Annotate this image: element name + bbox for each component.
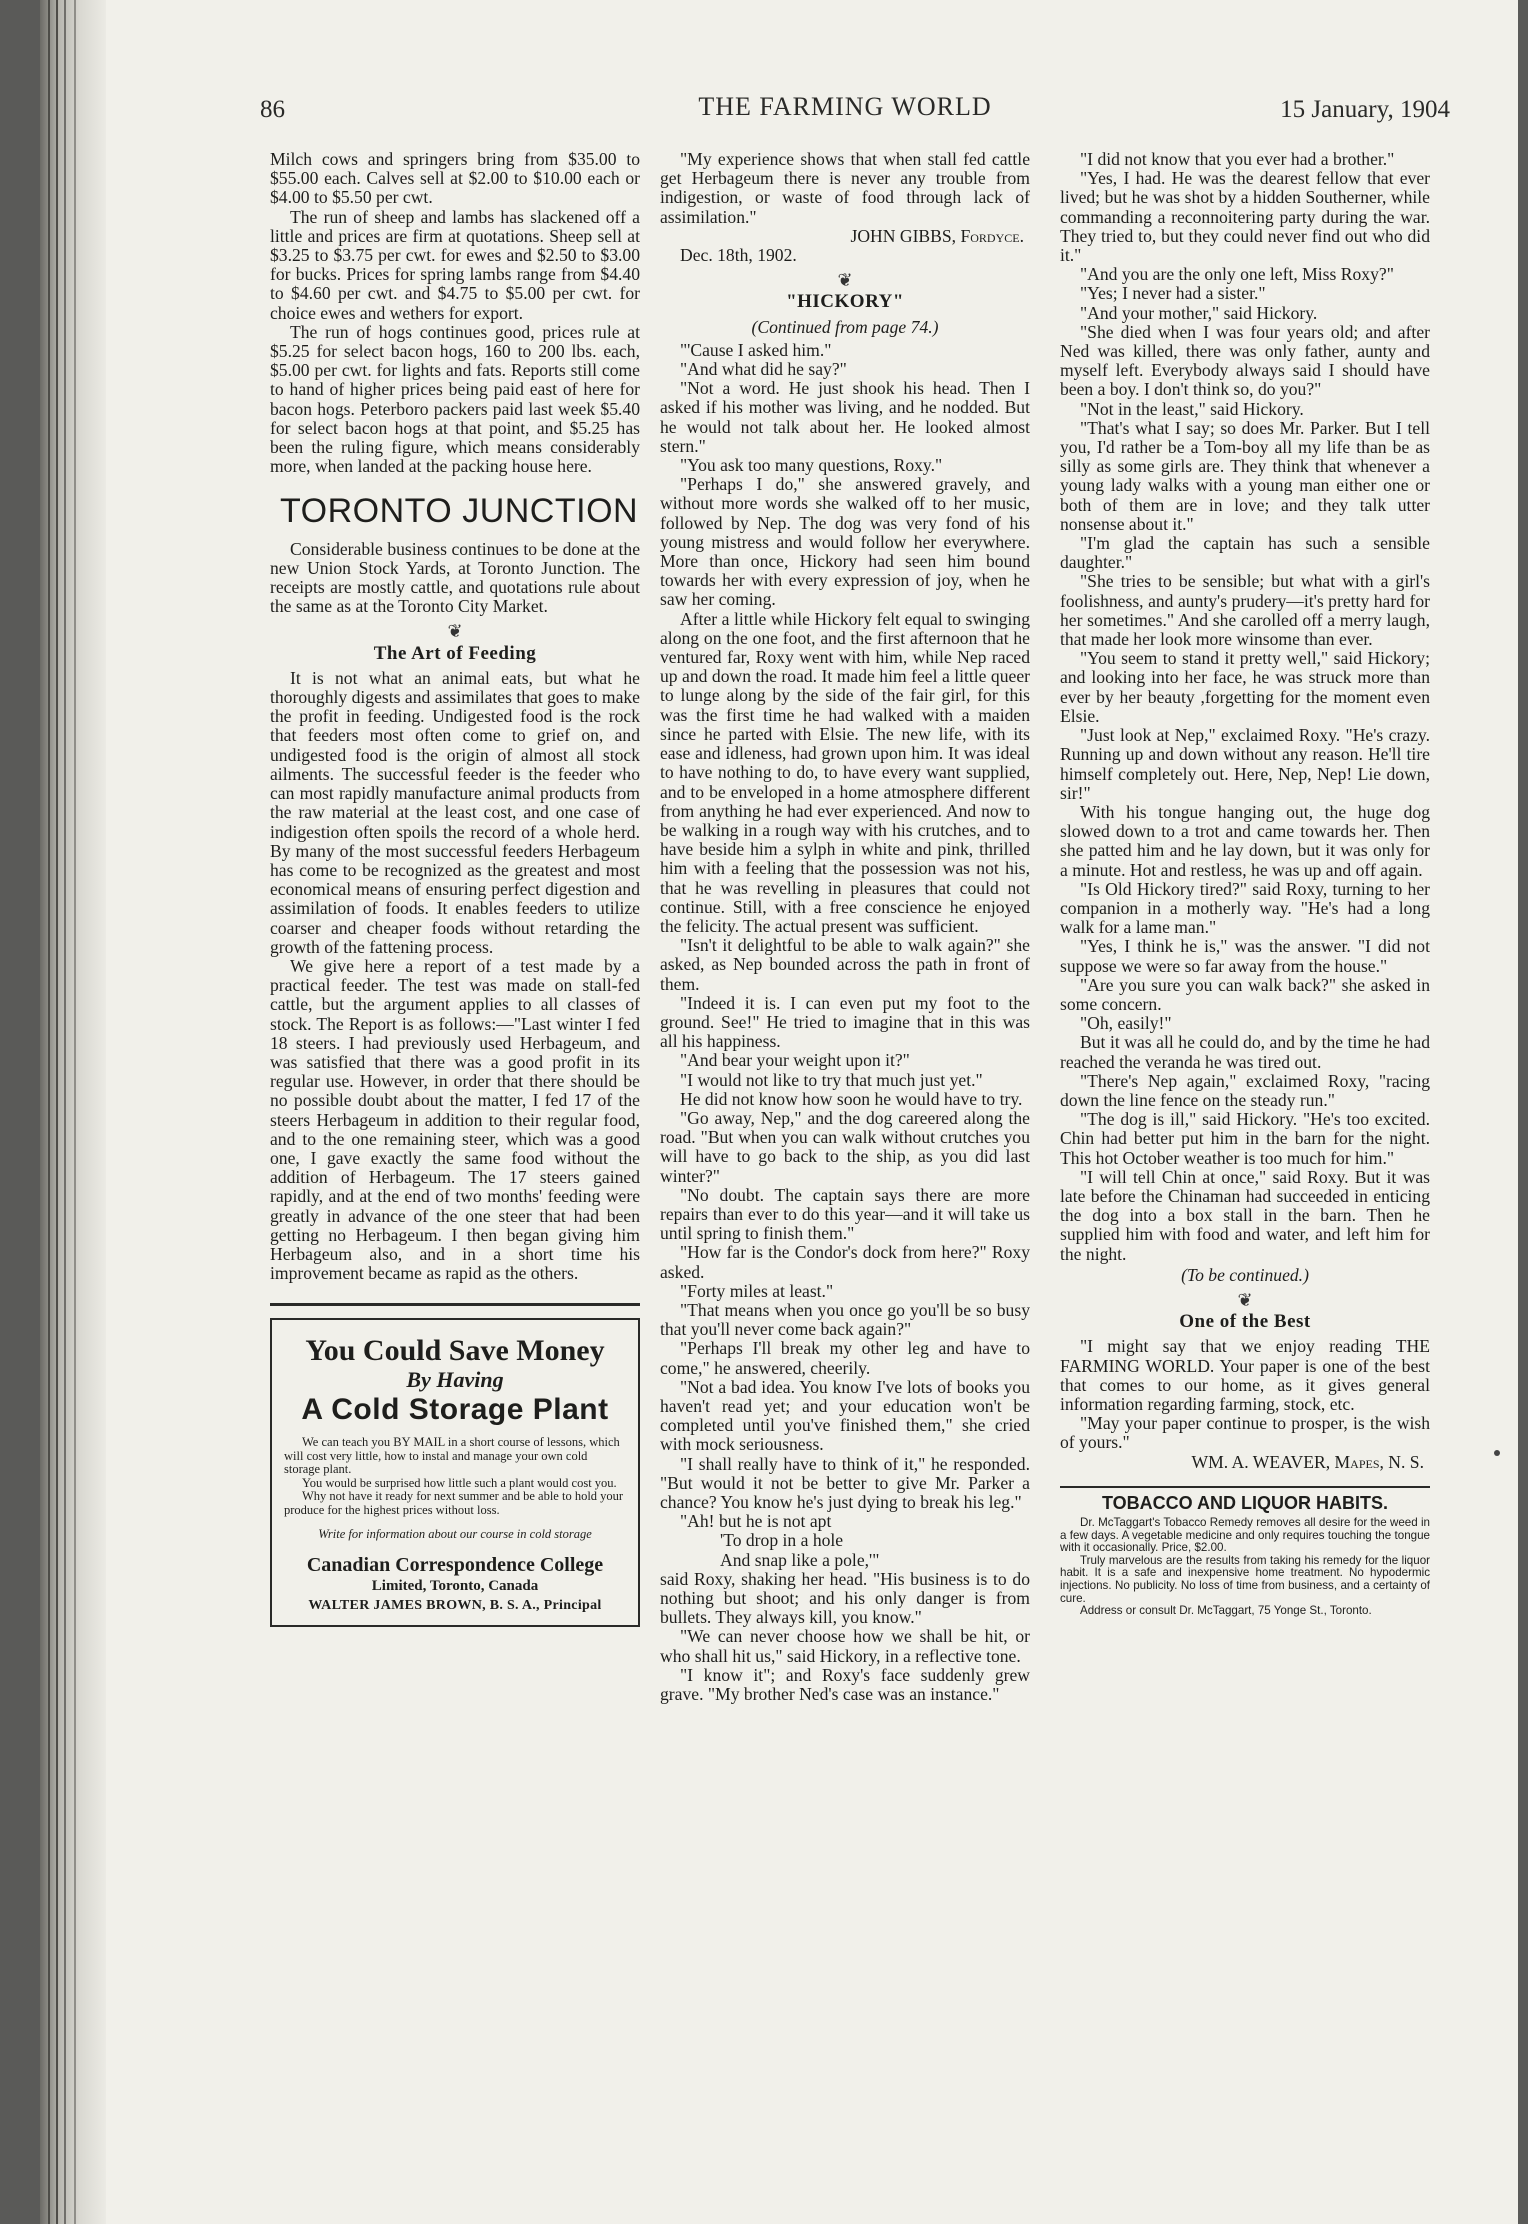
story-paragraph: "Yes; I never had a sister." bbox=[1080, 283, 1266, 304]
story-paragraph: "Ah! but he is not apt bbox=[680, 1511, 832, 1532]
story-paragraph: With his tongue hanging out, the huge dog slowed down to a trot and came towards her. Then she patted him and he lay down, but it was only for a minute. Hot and restless, he was up and off again. bbox=[1060, 801, 1430, 880]
story-paragraph: "She tries to be sensible; but what with a girl's foolishness, and aunty's prudery—it's pretty hard for her sometimes." And she carolled off a merry laugh, that made her look more winsome than ever. bbox=[1060, 571, 1430, 650]
story-paragraph: "Yes, I had. He was the dearest fellow that ever lived; but he was shot by a hidden Southerner, while commanding a reconnoitering party during the war. They tried to, but they could never find out who did it." bbox=[1060, 168, 1430, 266]
market-paragraph: The run of hogs continues good, prices rule at $5.25 for select bacon hogs, 160 to 200 lbs. each, $5.00 per cwt. for lights and fats. Reports still come to hand of higher prices being paid east of here for bacon hogs. Peterboro packers paid last week $5.40 for select bacon hogs at that point, and $5.25 has been the ruling figure, which means considerably more, when landed at the packing house here. bbox=[270, 321, 640, 477]
ad-body: Why not have it ready for next summer and be able to hold your produce for the highest prices without loss. bbox=[284, 1489, 624, 1517]
story-paragraph: "And you are the only one left, Miss Roxy?" bbox=[1080, 264, 1394, 285]
masthead: THE FARMING WORLD bbox=[698, 92, 992, 121]
story-paragraph: "'Cause I asked him." bbox=[680, 339, 832, 360]
story-paragraph: "How far is the Condor's dock from here?" Roxy asked. bbox=[660, 1242, 1030, 1282]
issue-date: 15 January, 1904 bbox=[1280, 96, 1450, 123]
art-of-feeding-heading: The Art of Feeding bbox=[373, 642, 537, 664]
tobacco-ad-text: Dr. McTaggart's Tobacco Remedy removes all desire for the weed in a few days. A vegetable medicine and only requires touching the tongue with it occasionally. Price, $2.00. bbox=[1060, 1516, 1430, 1555]
story-paragraph: "And what did he say?" bbox=[680, 359, 847, 380]
testimonial-date: Dec. 18th, 1902. bbox=[680, 245, 797, 266]
column-2 bbox=[660, 150, 1030, 1704]
story-paragraph: "Is Old Hickory tired?" said Roxy, turning to her companion in a motherly way. "He's had a long walk for a lame man." bbox=[1060, 878, 1430, 938]
story-paragraph: "Just look at Nep," exclaimed Roxy. "He's crazy. Running up and down without any reason. He'll tire himself completely out. Here, Nep, Nep! Lie down, sir!" bbox=[1060, 725, 1430, 803]
story-paragraph: "I shall really have to think of it," he responded. "But would it not be better to give Mr. Parker a chance? You know he's just dying to break his leg." bbox=[660, 1453, 1030, 1513]
story-paragraph: said Roxy, shaking her head. "His business is to do nothing but shoot; and his only danger is from bullets. They always kill, you know." bbox=[660, 1568, 1030, 1628]
story-paragraph: "Oh, easily!" bbox=[1080, 1013, 1172, 1034]
story-paragraph: After a little while Hickory felt equal to swinging along on the one foot, and the first afternoon that he ventured far, Roxy went with him, while Nep raced up and down the road. It made him feel a little queer to lunge along by the side of the fair girl, for this was the first time he had walked with a maiden since he parted with Elsie. The new life, with its ease and idleness, had grown upon him. It was ideal to have nothing to do, to have every want supplied, and to be enveloped in a home atmosphere different from anything he had ever experienced. And now to be walking in a rough way with his crutches, and to have beside him a sylph in white and pink, thrilled him with a feeling that the possession was not his, that he was revelling in pleasures that could not continue. Still, with a free conscience he enjoyed the felicity. The actual present was sufficient. bbox=[660, 608, 1030, 936]
story-paragraph: "Yes, I think he is," was the answer. "I did not suppose we were so far away from the house." bbox=[1060, 936, 1430, 976]
market-paragraph: Milch cows and springers bring from $35.00 to $55.00 each. Calves sell at $2.00 to $10.00 each or $4.00 to $5.50 per cwt. bbox=[270, 149, 640, 208]
page-sheet bbox=[40, 0, 1518, 2224]
story-paragraph: "Go away, Nep," and the dog careered along the road. "But when you can walk without crutches you will have to go back to the ship, as you did last winter?" bbox=[660, 1107, 1030, 1186]
ad-principal: WALTER JAMES BROWN, B. S. A., Principal bbox=[308, 1597, 602, 1613]
story-paragraph: He did not know how soon he would have to try. bbox=[680, 1088, 1023, 1109]
leaf-ornament-icon: ❦ bbox=[837, 270, 853, 291]
book-binding bbox=[40, 0, 106, 2224]
story-paragraph: "I did not know that you ever had a brother." bbox=[1080, 149, 1395, 169]
tobacco-ad-text: Address or consult Dr. McTaggart, 75 Yonge St., Toronto. bbox=[1080, 1604, 1372, 1618]
one-of-the-best-heading: One of the Best bbox=[1179, 1311, 1311, 1333]
story-paragraph: "Perhaps I do," she answered gravely, and without more words she walked off to her music, followed by Nep. The dog was very fond of his young mistress and would follow her everywhere. More than once, Hickory had seen him bound towards her with every expression of joy, when he saw her coming. bbox=[660, 474, 1030, 610]
leaf-ornament-icon: ❦ bbox=[447, 621, 463, 642]
story-paragraph: But it was all he could do, and by the time he had reached the veranda he was tired out. bbox=[1060, 1032, 1430, 1072]
page-header bbox=[240, 90, 1450, 130]
ad-body: You would be surprised how little such a plant would cost you. bbox=[302, 1475, 617, 1490]
tobacco-ad-heading: TOBACCO AND LIQUOR HABITS. bbox=[1102, 1492, 1388, 1513]
tobacco-ad-text: Truly marvelous are the results from taking his remedy for the liquor habit. It is a safe and inexpensive home treatment. No hypodermic injections. No publicity. No loss of time from business, and a certainty of cure. bbox=[1060, 1553, 1430, 1605]
ad-product: A Cold Storage Plant bbox=[301, 1393, 609, 1427]
poem-line: 'To drop in a hole bbox=[720, 1530, 844, 1551]
column-3 bbox=[1060, 150, 1430, 1618]
story-paragraph: "Perhaps I'll break my other leg and have to come," he answered, cheerily. bbox=[660, 1338, 1030, 1378]
ad-headline: You Could Save Money bbox=[305, 1334, 605, 1368]
divider bbox=[270, 1303, 640, 1306]
leaf-ornament-icon: ❦ bbox=[1237, 1289, 1253, 1310]
ad-college-name: Canadian Correspondence College bbox=[306, 1553, 604, 1576]
ad-body: We can teach you BY MAIL in a short course of lessons, which will cost very little, how to instal and manage your own cold storage plant. bbox=[284, 1435, 620, 1477]
story-paragraph: "Are you sure you can walk back?" she asked in some concern. bbox=[1060, 974, 1430, 1014]
story-paragraph: "Not in the least," said Hickory. bbox=[1080, 398, 1304, 419]
story-paragraph: "There's Nep again," exclaimed Roxy, "racing down the line fence on the steady run." bbox=[1060, 1070, 1430, 1110]
story-paragraph: "No doubt. The captain says there are more repairs than ever to do this year—and it will take us until spring to finish them." bbox=[660, 1184, 1030, 1244]
story-paragraph: "That means when you once go you'll be so busy that you'll never come back again?" bbox=[660, 1299, 1030, 1340]
page-number: 86 bbox=[260, 96, 285, 123]
story-paragraph: "The dog is ill," said Hickory. "He's too excited. Chin had better put him in the barn for the night. This hot October weather is too much for him." bbox=[1060, 1109, 1430, 1168]
cold-storage-advertisement bbox=[270, 1318, 640, 1627]
story-paragraph: "I know it"; and Roxy's face suddenly grew grave. "My brother Ned's case was an instance." bbox=[660, 1664, 1030, 1705]
column-1 bbox=[270, 150, 640, 1627]
letter-paragraph: "I might say that we enjoy reading THE FARMING WORLD. Your paper is one of the best that comes to our home, as it gives general information regarding farming, stock, etc. bbox=[1060, 1336, 1430, 1414]
story-paragraph: "She died when I was four years old; and after Ned was killed, there was only father, aunty and myself left. Everybody always said I should have been a boy. I don't think so, do you?" bbox=[1060, 321, 1430, 400]
story-paragraph: "And bear your weight upon it?" bbox=[680, 1050, 910, 1071]
to-be-continued: (To be continued.) bbox=[1181, 1264, 1309, 1285]
story-paragraph: "Isn't it delightful to be able to walk again?" she asked, as Nep bounded across the path in front of them. bbox=[660, 935, 1030, 994]
poem-line: And snap like a pole,'" bbox=[720, 1549, 880, 1570]
market-paragraph: The run of sheep and lambs has slackened off a little and prices are firm at quotations. Sheep sell at $3.25 to $3.75 per cwt. for ewes and $2.50 to $3.00 for bucks. Prices for spring lambs range from $4.40 to $4.60 per cwt. and $4.75 to $5.00 per cwt. for choice ewes and wethers for export. bbox=[270, 206, 640, 323]
story-paragraph: "Not a bad idea. You know I've lots of books you haven't read yet; and your education won't be completed until you've finished them," she cried with mock seriousness. bbox=[660, 1376, 1030, 1455]
story-title: "HICKORY" bbox=[786, 291, 904, 313]
divider bbox=[1060, 1486, 1430, 1488]
story-paragraph: "Forty miles at least." bbox=[680, 1280, 834, 1301]
story-paragraph: "You ask too many questions, Roxy." bbox=[680, 455, 943, 476]
testimonial-paragraph: "My experience shows that when stall fed cattle get Herbageum there is never any trouble from indigestion, or waste of food through lack of assimilation." bbox=[660, 149, 1030, 227]
article-paragraph: It is not what an animal eats, but what he thoroughly digests and assimilates that goes to make the profit in feeding. Undigested food is the rock that feeders most often come to grief on, and undigested food is the origin of almost all stock ailments. The successful feeder is the feeder who can most rapidly manufacture animal products from the raw material at the least cost, and one case of indigestion often spoils the record of a whole herd. By many of the most successful feeders Herbageum has come to be recognized as the greatest and most economical means of ensuring perfect digestion and assimilation of foods. It enables feeders to utilize coarser and cheaper foods without retarding the growth of the fattening process. bbox=[270, 667, 640, 957]
continued-note: (Continued from page 74.) bbox=[751, 316, 939, 337]
ad-subheadline: By Having bbox=[406, 1367, 504, 1393]
letter-signature: WM. A. WEAVER, Mapes, N. S. bbox=[1191, 1451, 1424, 1472]
story-paragraph: "I will tell Chin at once," said Roxy. But it was late before the Chinaman had succeeded in enticing the dog into a box stall in the barn. Then he supplied him with food and water, and left him for the night. bbox=[1060, 1166, 1430, 1264]
page-mark bbox=[1494, 1450, 1500, 1456]
article-paragraph: We give here a report of a test made by a practical feeder. The test was made on stall-fed cattle, but the argument applies to all classes of stock. The Report is as follows:—"Last winter I fed 18 steers. I had previously used Herbageum, and was satisfied that there was a good profit in its regular use. However, in order that there should be no possible doubt about the matter, I fed 17 of the steers Herbageum in addition to their regular food, and to the one remaining steer, which was a good one, I gave exactly the same food without the addition of Herbageum. The 17 steers gained rapidly, and at the end of two months' feeding were greatly in advance of the one steer that had been getting no Herbageum. I then began giving him Herbageum also, and in a short time his improvement became as rapid as the others. bbox=[270, 955, 640, 1284]
story-paragraph: "We can never choose how we shall be hit, or who shall hit us," said Hickory, in a reflective tone. bbox=[660, 1626, 1030, 1666]
letter-paragraph: "May your paper continue to prosper, is the wish of yours." bbox=[1060, 1413, 1430, 1453]
story-paragraph: "I'm glad the captain has such a sensible daughter." bbox=[1060, 533, 1430, 573]
toronto-junction-heading: TORONTO JUNCTION bbox=[280, 492, 639, 531]
toronto-junction-text: Considerable business continues to be done at the new Union Stock Yards, at Toronto Junction. The receipts are mostly cattle, and quotations rule about the same as at the Toronto City Market. bbox=[270, 538, 640, 617]
story-paragraph: "Not a word. He just shook his head. Then I asked if his mother was living, and he nodded. But he would not talk about her. He looked almost stern." bbox=[660, 378, 1030, 456]
story-paragraph: "That's what I say; so does Mr. Parker. But I tell you, I'd rather be a Tom-boy all my life than be as silly as some girls are. They think that whenever a young lady walks with a young man either one or both of them are in love; and they talk utter nonsense about it." bbox=[1060, 417, 1430, 534]
story-paragraph: "I would not like to try that much just yet." bbox=[680, 1069, 983, 1090]
story-paragraph: "Indeed it is. I can even put my foot to the ground. See!" He tried to imagine that in this was all his happiness. bbox=[660, 992, 1030, 1052]
ad-note: Write for information about our course in cold storage bbox=[318, 1527, 592, 1542]
story-paragraph: "And your mother," said Hickory. bbox=[1080, 302, 1318, 323]
testimonial-signature: JOHN GIBBS, Fordyce. bbox=[850, 225, 1024, 246]
ad-college-city: Limited, Toronto, Canada bbox=[371, 1577, 539, 1594]
story-paragraph: "You seem to stand it pretty well," said Hickory; and looking into her face, he was struck more than ever by her beauty ,forgetting for the moment even Elsie. bbox=[1060, 648, 1430, 726]
